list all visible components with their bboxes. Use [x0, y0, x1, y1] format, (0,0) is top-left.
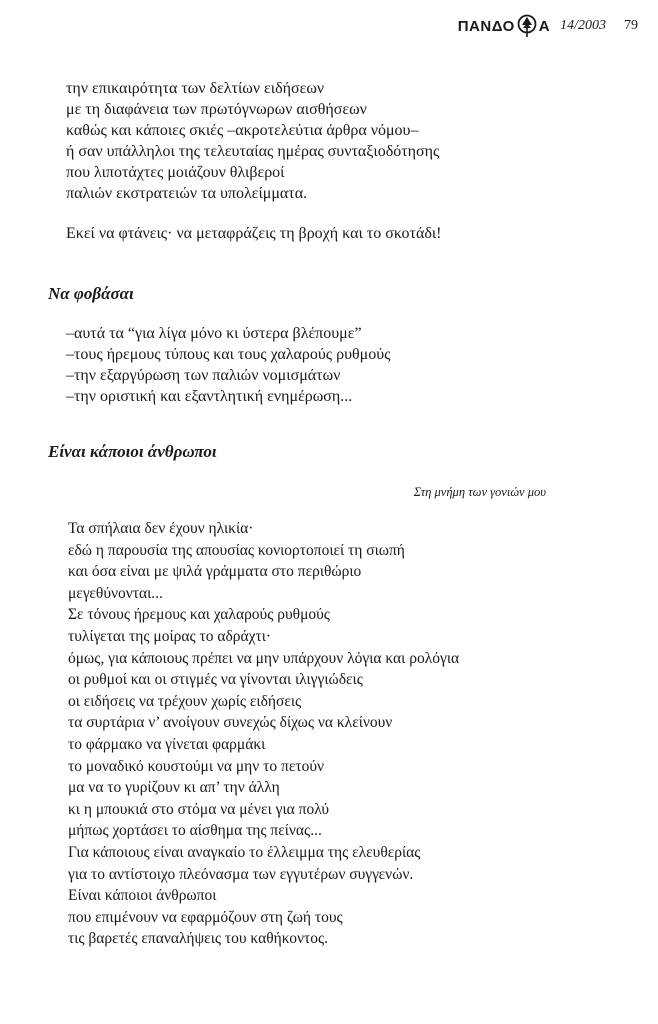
poem-line: το φάρμακο να γίνεται φαρμάκι — [68, 735, 266, 753]
poem-line: ή σαν υπάλληλοι της τελευταίας ημέρας συνταξιοδότησης — [66, 143, 440, 160]
poem-line: Τα σπήλαια δεν έχουν ηλικία· — [68, 520, 254, 537]
poem-line: οι ρυθμοί και οι στιγμές να γίνονται ιλιγγιώδεις — [68, 671, 363, 689]
poem-line: και όσα είναι με ψιλά γράμματα στο περιθώριο — [68, 563, 362, 581]
poem-line: –την οριστική και εξαντλητική ενημέρωση... — [66, 388, 353, 405]
poem-line: παλιών εκστρατειών τα υπολείμματα. — [66, 185, 308, 202]
poem-line: που επιμένουν να εφαρμόζουν στη ζωή τους — [68, 908, 343, 926]
poem-line: μεγεθύνονται... — [68, 584, 163, 602]
poem-stanza — [66, 323, 391, 407]
poem-line: που λιποτάχτες μοιάζουν θλιβεροί — [66, 164, 285, 181]
brand-text-right: Α — [538, 17, 551, 35]
poem-line: το μοναδικό κουστούμι να μην το πετούν — [68, 757, 325, 775]
page-header — [458, 14, 638, 38]
poem-line: –την εξαργύρωση των παλιών νομισμάτων — [66, 367, 341, 384]
poem-line: μήπως χορτάσει το αίσθημα της πείνας... — [68, 822, 322, 840]
poem-line: τα συρτάρια ν’ ανοίγουν συνεχώς δίχως να κλείνουν — [68, 714, 393, 732]
poem-line: καθώς και κάποιες σκιές –ακροτελεύτια άρθρα νόμου– — [66, 122, 419, 139]
poem-line: οι ειδήσεις να τρέχουν χωρίς ειδήσεις — [68, 692, 302, 710]
poem-stanza — [68, 518, 459, 885]
tree-logo-icon — [516, 14, 538, 38]
poem-line: Σε τόνους ήρεμους και χαλαρούς ρυθμούς — [68, 606, 330, 624]
poem-line: μα να το γυρίζουν κι απ’ την άλλη — [68, 779, 280, 797]
issue-number: 14/2003 — [560, 18, 606, 33]
poem-line: Για κάποιους είναι αναγκαίο το έλλειμμα της ελευθερίας — [68, 843, 421, 861]
closing-stanza — [66, 223, 442, 244]
poem-line: –τους ήρεμους τύπους και τους χαλαρούς ρυθμούς — [66, 346, 391, 363]
stanza-continued — [66, 78, 439, 204]
poem-line: τις βαρετές επαναλήψεις του καθήκοντος. — [68, 930, 328, 948]
poem-line: τυλίγεται της μοίρας το αδράχτι· — [68, 627, 272, 645]
poem-title: Να φοβάσαι — [48, 284, 134, 303]
poem-line: κι η μπουκιά στο στόμα να μένει για πολύ — [68, 800, 330, 818]
poem-dedication: Στη μνήμη των γονιών μου — [413, 485, 546, 499]
journal-brand — [458, 14, 550, 38]
poem-line: –αυτά τα “για λίγα μόνο κι ύστερα βλέπουμε” — [66, 325, 362, 342]
poem-line: Είναι κάποιοι άνθρωποι — [68, 887, 217, 904]
poem-line: Εκεί να φτάνεις· να μεταφράζεις τη βροχή και το σκοτάδι! — [66, 225, 442, 242]
poem-title: Είναι κάποιοι άνθρωποι — [48, 442, 217, 461]
page-number: 79 — [624, 18, 638, 33]
brand-text-left: ΠΑΝΔΟ — [457, 17, 515, 35]
poem-line: την επικαιρότητα των δελτίων ειδήσεων — [66, 80, 325, 97]
poem-stanza — [68, 885, 343, 950]
poem-line: με τη διαφάνεια των πρωτόγνωρων αισθήσεων — [66, 101, 367, 118]
poem-line: για το αντίστοιχο πλεόνασμα των εγγυτέρων συγγενών. — [68, 865, 414, 883]
poem-line: όμως, για κάποιους πρέπει να μην υπάρχουν λόγια και ρολόγια — [68, 649, 460, 667]
poem-line: εδώ η παρουσία της απουσίας κονιορτοποιεί τη σιωπή — [68, 541, 405, 559]
